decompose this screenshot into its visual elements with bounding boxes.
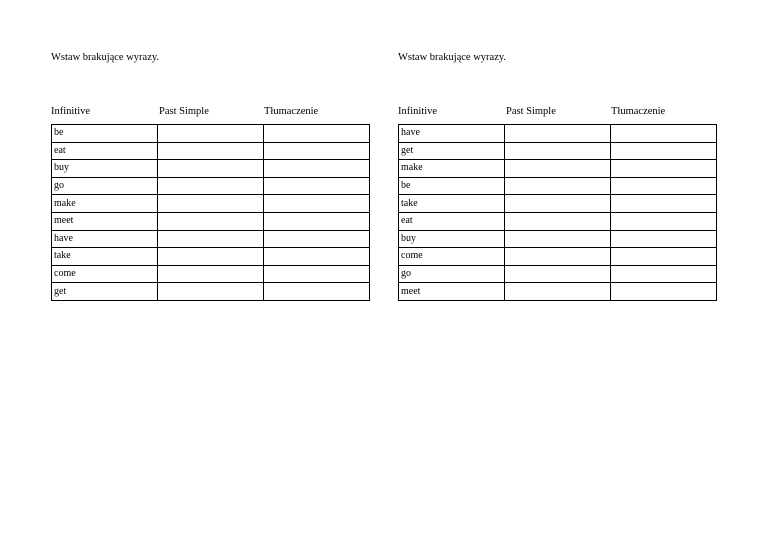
past-simple-cell[interactable] (505, 265, 611, 283)
past-simple-cell[interactable] (505, 125, 611, 143)
translation-cell[interactable] (264, 125, 370, 143)
infinitive-cell: get (52, 283, 158, 301)
header-infinitive: Infinitive (51, 106, 91, 117)
translation-cell[interactable] (611, 248, 717, 266)
table-row (52, 125, 370, 143)
infinitive-cell: meet (52, 212, 158, 230)
infinitive-cell: buy (399, 230, 505, 248)
table-row (52, 160, 370, 178)
past-simple-cell[interactable] (158, 265, 264, 283)
past-simple-cell[interactable] (158, 125, 264, 143)
translation-cell[interactable] (611, 265, 717, 283)
past-simple-cell[interactable] (158, 212, 264, 230)
table-row (399, 230, 717, 248)
translation-cell[interactable] (264, 265, 370, 283)
table-row (399, 177, 717, 195)
translation-cell[interactable] (611, 160, 717, 178)
past-simple-cell[interactable] (505, 195, 611, 213)
translation-cell[interactable] (264, 142, 370, 160)
infinitive-cell: take (52, 248, 158, 266)
translation-cell[interactable] (611, 212, 717, 230)
infinitive-cell: eat (52, 142, 158, 160)
header-translation: Tłumaczenie (611, 106, 666, 117)
translation-cell[interactable] (611, 125, 717, 143)
translation-cell[interactable] (264, 248, 370, 266)
table-row (399, 212, 717, 230)
table-row (52, 283, 370, 301)
translation-cell[interactable] (264, 195, 370, 213)
past-simple-cell[interactable] (505, 212, 611, 230)
infinitive-cell: come (399, 248, 505, 266)
past-simple-cell[interactable] (505, 160, 611, 178)
table-row (52, 230, 370, 248)
infinitive-cell: come (52, 265, 158, 283)
translation-cell[interactable] (264, 230, 370, 248)
past-simple-cell[interactable] (158, 230, 264, 248)
table-row (52, 212, 370, 230)
past-simple-cell[interactable] (505, 177, 611, 195)
table-row (52, 142, 370, 160)
table-row (52, 177, 370, 195)
verb-table (398, 124, 717, 301)
past-simple-cell[interactable] (158, 177, 264, 195)
table-row (399, 142, 717, 160)
header-infinitive: Infinitive (398, 106, 438, 117)
instruction-text: Wstaw brakujące wyrazy. (51, 52, 160, 63)
table-row (52, 195, 370, 213)
infinitive-cell: go (52, 177, 158, 195)
translation-cell[interactable] (264, 177, 370, 195)
past-simple-cell[interactable] (158, 160, 264, 178)
translation-cell[interactable] (264, 283, 370, 301)
infinitive-cell: have (52, 230, 158, 248)
infinitive-cell: go (399, 265, 505, 283)
table-row (399, 125, 717, 143)
infinitive-cell: take (399, 195, 505, 213)
past-simple-cell[interactable] (505, 230, 611, 248)
infinitive-cell: be (52, 125, 158, 143)
translation-cell[interactable] (611, 230, 717, 248)
past-simple-cell[interactable] (158, 195, 264, 213)
table-row (399, 195, 717, 213)
header-past-simple: Past Simple (506, 106, 556, 117)
infinitive-cell: get (399, 142, 505, 160)
infinitive-cell: have (399, 125, 505, 143)
instruction-text: Wstaw brakujące wyrazy. (398, 52, 507, 63)
column-headers (51, 105, 369, 119)
table-row (52, 265, 370, 283)
past-simple-cell[interactable] (158, 283, 264, 301)
translation-cell[interactable] (264, 160, 370, 178)
past-simple-cell[interactable] (505, 283, 611, 301)
table-row (399, 283, 717, 301)
table-row (399, 248, 717, 266)
infinitive-cell: make (52, 195, 158, 213)
column-headers (398, 105, 716, 119)
translation-cell[interactable] (611, 142, 717, 160)
infinitive-cell: buy (52, 160, 158, 178)
header-past-simple: Past Simple (159, 106, 209, 117)
table-row (399, 265, 717, 283)
translation-cell[interactable] (264, 212, 370, 230)
infinitive-cell: eat (399, 212, 505, 230)
table-row (52, 248, 370, 266)
translation-cell[interactable] (611, 195, 717, 213)
verb-table (51, 124, 370, 301)
translation-cell[interactable] (611, 283, 717, 301)
infinitive-cell: make (399, 160, 505, 178)
past-simple-cell[interactable] (505, 142, 611, 160)
past-simple-cell[interactable] (158, 142, 264, 160)
infinitive-cell: meet (399, 283, 505, 301)
table-row (399, 160, 717, 178)
header-translation: Tłumaczenie (264, 106, 319, 117)
past-simple-cell[interactable] (158, 248, 264, 266)
past-simple-cell[interactable] (505, 248, 611, 266)
translation-cell[interactable] (611, 177, 717, 195)
infinitive-cell: be (399, 177, 505, 195)
